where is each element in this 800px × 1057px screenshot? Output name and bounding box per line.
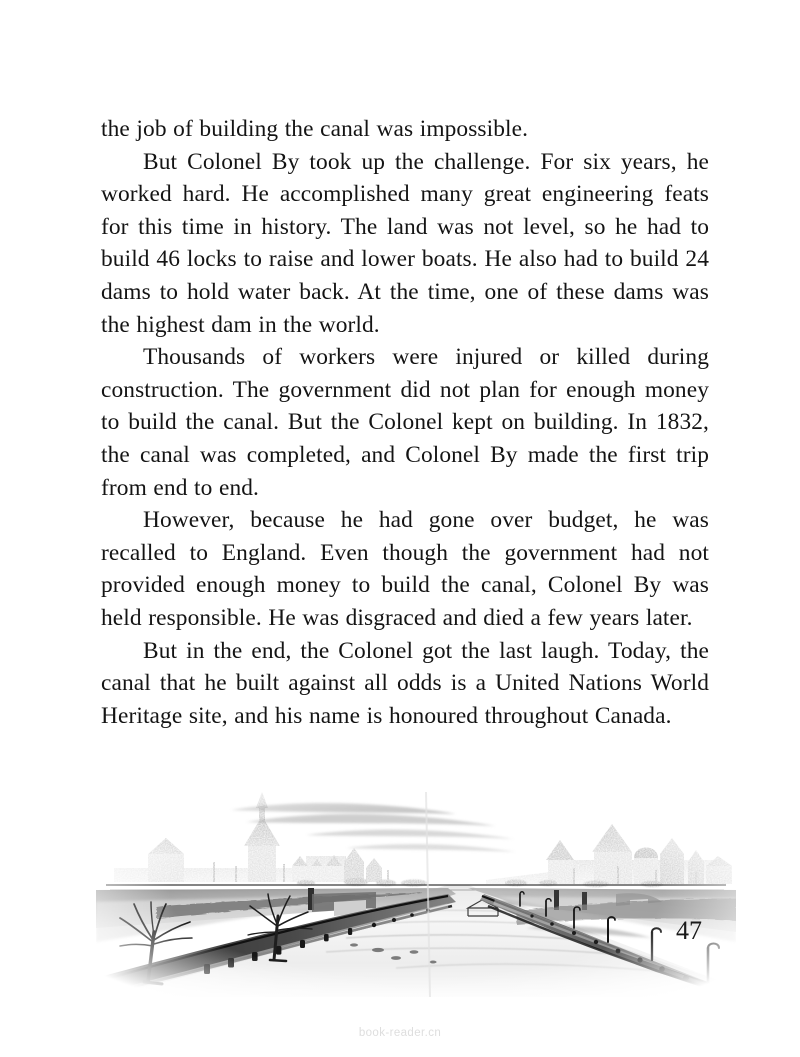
paragraph: the job of building the canal was impossible. xyxy=(101,116,529,142)
page-number: 47 xyxy=(676,916,702,945)
paragraph: But Colonel By took up the challenge. For six years, he worked hard. He accomplished many great engineering feats for this time in history. The land was not level, so he had to build 46 locks to raise and lower boats. He also had to build 24 dams to hold water back. At the time, one of these dams was the highest dam in the world. xyxy=(101,148,709,338)
canal-sketch-svg xyxy=(96,782,736,997)
body-text-block xyxy=(101,113,709,732)
paragraph: Thousands of workers were injured or killed during construction. The government did not plan for enough money to build the canal. But the Colonel kept on building. In 1832, the canal was completed, and Colonel By made the first trip from end to end. xyxy=(101,344,709,501)
paragraph: However, because he had gone over budget, he was recalled to England. Even though the government had not provided enough money to build the canal, Colonel By was held responsible. He was disgraced and died a few years later. xyxy=(101,507,709,631)
paragraph: But in the end, the Colonel got the last laugh. Today, the canal that he built against all odds is a United Nations World Heritage site, and his name is honoured throughout Canada. xyxy=(101,637,709,729)
sketch-fade-mask xyxy=(96,782,736,997)
canal-illustration xyxy=(96,782,736,997)
site-watermark: book-reader.cn xyxy=(358,1027,442,1039)
